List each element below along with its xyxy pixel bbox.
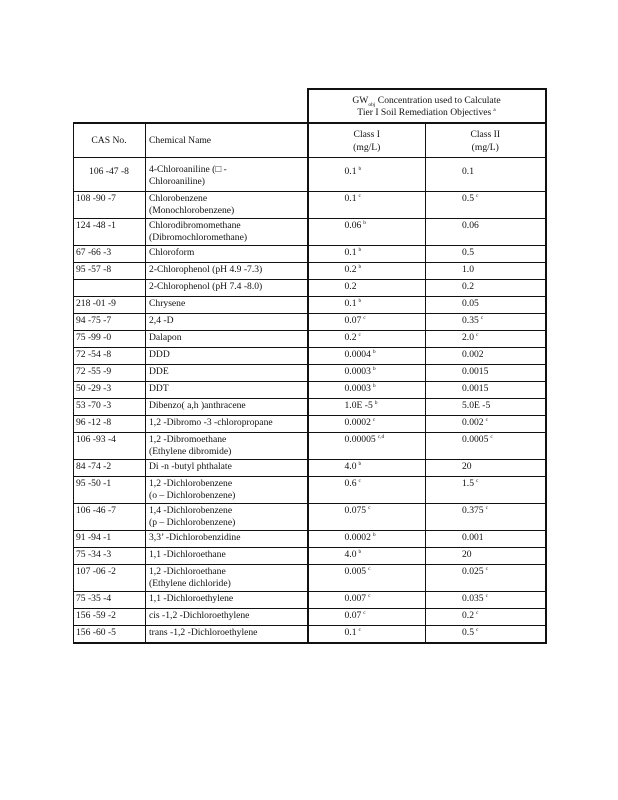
class1-value-cell: [308, 382, 426, 399]
class1-value-cell-value: 0.2: [344, 281, 357, 292]
class1-value-cell-value: 0.06: [344, 220, 362, 231]
gw-header-line1: Concentration used to Calculate: [377, 95, 501, 106]
class2-value-cell: [426, 192, 546, 219]
gw-header-footnote: a: [493, 106, 496, 113]
chemical-name: [146, 592, 308, 609]
chemical-name-line1: trans -1,2 -Dichloroethylene: [149, 627, 258, 638]
table-row: [74, 416, 546, 433]
footnote-marker: c: [485, 565, 489, 572]
class1-value-cell-value: 4.0: [344, 461, 357, 472]
footnote-marker: c: [490, 433, 493, 440]
cas-number: 107 -06 -2: [74, 565, 146, 592]
table-row: [74, 382, 546, 399]
footnote-marker: c: [363, 609, 366, 616]
chemical-name-line1: Chlorobenzene: [149, 193, 208, 204]
class2-column-header: [426, 123, 546, 158]
cas-number: 95 -50 -1: [74, 477, 146, 504]
chemical-name: [146, 192, 308, 219]
class2-value-cell-value: 0.2: [462, 281, 474, 292]
footnote-marker: c: [485, 416, 489, 423]
footnote-marker: c: [368, 504, 371, 511]
footnote-marker: c: [480, 314, 484, 321]
class2-value-cell-value: 20: [462, 549, 472, 560]
class2-value-cell: [426, 365, 546, 382]
footnote-marker: b: [372, 365, 376, 372]
chemical-name-line1: cis -1,2 -Dichloroethylene: [149, 610, 250, 621]
chemical-name: [146, 219, 308, 246]
class1-value-cell: [308, 531, 426, 548]
footnote-marker: c: [358, 477, 361, 484]
class2-value-cell: [426, 348, 546, 365]
chemical-name-line1: 2-Chlorophenol (pH 7.4 -8.0): [149, 281, 263, 292]
class1-value-cell-value: 0.1: [344, 298, 357, 309]
footnote-marker: b: [358, 297, 362, 304]
class2-value-cell-value: 1.0: [462, 264, 474, 275]
cas-number: 108 -90 -7: [74, 192, 146, 219]
chemical-name: [146, 531, 308, 548]
class2-value-cell-value: 2.0: [462, 332, 474, 343]
class1-value-cell: [308, 219, 426, 246]
class2-value-cell: [426, 592, 546, 609]
class1-value-cell-value: 1.0E -5: [344, 400, 373, 411]
footnote-marker: b: [358, 165, 362, 172]
class1-value-cell: [308, 314, 426, 331]
chemical-name: [146, 382, 308, 399]
footnote-marker: b: [358, 460, 362, 467]
table-row: [74, 399, 546, 416]
chemical-name: [146, 565, 308, 592]
class2-value-cell: [426, 416, 546, 433]
chemical-name-line2: (o – Dichlorobenzene): [149, 490, 236, 501]
cas-number: 106 -93 -4: [74, 433, 146, 460]
footnote-marker: c: [358, 192, 361, 199]
chemical-name: [146, 331, 308, 348]
table-row: [74, 348, 546, 365]
class1-value-cell-value: 0.07: [344, 315, 362, 326]
chemical-name-line1: DDT: [149, 383, 169, 394]
cas-number: 106 -46 -7: [74, 504, 146, 531]
footnote-marker: b: [358, 548, 362, 555]
cas-number: 96 -12 -8: [74, 416, 146, 433]
chemical-name: [146, 504, 308, 531]
class2-value-cell: [426, 565, 546, 592]
cas-number: 124 -48 -1: [74, 219, 146, 246]
class2-value-cell: [426, 158, 546, 192]
class2-value-cell-value: 0.001: [462, 532, 484, 543]
chemical-name-line1: Chlorodibromomethane: [149, 220, 241, 231]
gw-prefix: GW: [352, 95, 369, 106]
table-row: [74, 280, 546, 297]
chemical-name: [146, 158, 308, 192]
class2-value-cell-value: 0.002: [462, 349, 484, 360]
chemical-name: [146, 348, 308, 365]
class2-value-cell-value: 0.2: [462, 610, 474, 621]
class1-value-cell-value: 0.07: [344, 610, 362, 621]
class2-value-cell-value: 0.035: [462, 593, 484, 604]
class1-unit: (mg/L): [353, 142, 381, 153]
table-row: [74, 565, 546, 592]
class1-value-cell: [308, 158, 426, 192]
cas-number: 91 -94 -1: [74, 531, 146, 548]
class2-value-cell-value: 0.1: [462, 166, 474, 177]
class2-value-cell: [426, 477, 546, 504]
cas-column-header: CAS No.: [74, 123, 146, 158]
class1-value-cell-value: 0.1: [344, 247, 357, 258]
class2-value-cell-value: 1.5: [462, 478, 474, 489]
class1-value-cell-value: 0.2: [344, 264, 357, 275]
class1-value-cell: [308, 565, 426, 592]
chemical-name-line1: 4-Chloroaniline (□ -: [149, 164, 227, 175]
footnote-marker: c: [358, 626, 361, 633]
chemical-column-header: Chemical Name: [146, 123, 308, 158]
footnote-marker: c: [368, 592, 371, 599]
chemical-name-line1: DDE: [149, 366, 169, 377]
class2-value-cell: [426, 399, 546, 416]
chemical-name-line1: 2-Chlorophenol (pH 4.9 -7.3): [149, 264, 263, 275]
class1-value-cell-value: 0.1: [344, 627, 357, 638]
footnote-marker: b: [374, 399, 378, 406]
class2-value-cell: [426, 263, 546, 280]
gw-objective-header: [308, 89, 546, 123]
class1-value-cell: [308, 297, 426, 314]
chemical-name: [146, 416, 308, 433]
footnote-marker: c: [372, 416, 376, 423]
class1-value-cell-value: 0.6: [344, 478, 357, 489]
footnote-marker: c,d: [377, 433, 385, 440]
table-row: [74, 531, 546, 548]
chemical-name-line1: 1,1 -Dichloroethane: [149, 549, 226, 560]
footnote-marker: c: [485, 504, 489, 511]
table-row: [74, 460, 546, 477]
chemical-name-line1: 1,1 -Dichloroethylene: [149, 593, 234, 604]
table-row: [74, 477, 546, 504]
gw-header-row: [74, 89, 546, 123]
chemical-name: [146, 460, 308, 477]
table-row: [74, 192, 546, 219]
footnote-marker: c: [476, 477, 479, 484]
table-row: [74, 626, 546, 644]
footnote-marker: c: [485, 592, 489, 599]
class2-value-cell-value: 0.05: [462, 298, 479, 309]
cas-number: 72 -54 -8: [74, 348, 146, 365]
table-row: [74, 219, 546, 246]
class1-value-cell: [308, 331, 426, 348]
class2-value-cell: [426, 433, 546, 460]
chemical-name: [146, 399, 308, 416]
chemical-name-line1: 1,2 -Dibromoethane: [149, 434, 227, 445]
class1-value-cell-value: 0.007: [344, 593, 367, 604]
class2-value-cell: [426, 314, 546, 331]
class1-value-cell-value: 0.0002: [344, 532, 371, 543]
table-row: [74, 331, 546, 348]
table-row: [74, 433, 546, 460]
chemical-name-line2: (Ethylene dibromide): [149, 446, 232, 457]
footnote-marker: c: [476, 609, 479, 616]
class1-value-cell-value: 0.00005: [344, 434, 376, 445]
class2-value-cell: [426, 280, 546, 297]
chemical-name: [146, 263, 308, 280]
class1-value-cell: [308, 365, 426, 382]
class2-label: Class II: [470, 129, 501, 140]
chemical-name: [146, 609, 308, 626]
class1-value-cell-value: 0.005: [344, 566, 367, 577]
class2-value-cell-value: 0.0015: [462, 383, 489, 394]
class1-value-cell-value: 0.075: [344, 505, 367, 516]
chemical-name: [146, 280, 308, 297]
footnote-marker: b: [363, 219, 367, 226]
chemical-name-line1: Chloroform: [149, 247, 195, 258]
class1-value-cell: [308, 348, 426, 365]
class2-value-cell-value: 0.5: [462, 627, 474, 638]
class2-value-cell-value: 0.0005: [462, 434, 489, 445]
remediation-table-wrapper: [73, 88, 545, 644]
chemical-name: [146, 548, 308, 565]
footnote-marker: c: [476, 626, 479, 633]
class1-value-cell: [308, 477, 426, 504]
class2-value-cell: [426, 460, 546, 477]
chemical-name: [146, 477, 308, 504]
chemical-name-line1: Di -n -butyl phthalate: [149, 461, 232, 472]
class2-value-cell: [426, 382, 546, 399]
table-row: [74, 158, 546, 192]
class1-column-header: [308, 123, 426, 158]
table-row: [74, 609, 546, 626]
class2-value-cell-value: 0.375: [462, 505, 484, 516]
class1-value-cell: [308, 548, 426, 565]
class2-value-cell-value: 0.0015: [462, 366, 489, 377]
chemical-name: [146, 297, 308, 314]
cas-number: 72 -55 -9: [74, 365, 146, 382]
footnote-marker: b: [358, 246, 362, 253]
column-header-row: [74, 123, 546, 158]
chemical-name-line2: (Monochlorobenzene): [149, 205, 235, 216]
footnote-marker: c: [476, 192, 479, 199]
class1-value-cell-value: 0.1: [344, 166, 357, 177]
chemical-name: [146, 314, 308, 331]
table-row: [74, 365, 546, 382]
class2-value-cell: [426, 297, 546, 314]
chemical-name-line1: 1,2 -Dibromo -3 -chloropropane: [149, 417, 273, 428]
chemical-name: [146, 433, 308, 460]
cas-number: 84 -74 -2: [74, 460, 146, 477]
class2-value-cell-value: 5.0E -5: [462, 400, 491, 411]
class1-value-cell: [308, 433, 426, 460]
class1-value-cell: [308, 263, 426, 280]
class1-value-cell: [308, 504, 426, 531]
chemical-name-line1: 2,4 -D: [149, 315, 174, 326]
table-row: [74, 592, 546, 609]
cas-number: 106 -47 -8: [74, 158, 146, 192]
chemical-name-line1: Dibenzo( a,h )anthracene: [149, 400, 246, 411]
class1-value-cell: [308, 460, 426, 477]
class1-value-cell: [308, 416, 426, 433]
table-row: [74, 263, 546, 280]
cas-number: [74, 280, 146, 297]
class1-value-cell-value: 0.0002: [344, 417, 371, 428]
cas-number: 75 -99 -0: [74, 331, 146, 348]
class1-value-cell: [308, 609, 426, 626]
class1-value-cell: [308, 626, 426, 644]
footnote-marker: b: [358, 263, 362, 270]
class2-value-cell-value: 20: [462, 461, 472, 472]
class1-value-cell-value: 0.0003: [344, 383, 371, 394]
cas-number: 75 -34 -3: [74, 548, 146, 565]
cas-number: 218 -01 -9: [74, 297, 146, 314]
class1-value-cell: [308, 192, 426, 219]
chemical-name-line1: 3,3’ -Dichlorobenzidine: [149, 532, 241, 543]
chemical-name: [146, 365, 308, 382]
footnote-marker: b: [372, 348, 376, 355]
table-row: [74, 314, 546, 331]
footnote-marker: b: [372, 382, 376, 389]
class1-value-cell: [308, 592, 426, 609]
footnote-marker: c: [358, 331, 361, 338]
table-row: [74, 246, 546, 263]
class1-label: Class I: [353, 129, 380, 140]
cas-number: 94 -75 -7: [74, 314, 146, 331]
chemical-name: [146, 246, 308, 263]
chemical-name-line1: Chrysene: [149, 298, 186, 309]
table-row: [74, 297, 546, 314]
class2-value-cell: [426, 531, 546, 548]
class1-value-cell-value: 0.0004: [344, 349, 371, 360]
class2-value-cell: [426, 626, 546, 644]
chemical-name-line2: (Dibromochloromethane): [149, 232, 248, 243]
chemical-name: [146, 626, 308, 644]
cas-number: 53 -70 -3: [74, 399, 146, 416]
chemical-name-line1: DDD: [149, 349, 170, 360]
chemical-name-line1: 1,2 -Dichloroethane: [149, 566, 226, 577]
class1-value-cell: [308, 399, 426, 416]
class2-value-cell-value: 0.06: [462, 220, 479, 231]
gw-header-line2: Tier I Soil Remediation Objectives: [357, 107, 492, 118]
class2-value-cell-value: 0.002: [462, 417, 484, 428]
cas-number: 67 -66 -3: [74, 246, 146, 263]
table-row: [74, 504, 546, 531]
class2-value-cell: [426, 504, 546, 531]
table-row: [74, 548, 546, 565]
cas-number: 75 -35 -4: [74, 592, 146, 609]
class1-value-cell-value: 0.2: [344, 332, 357, 343]
class2-value-cell: [426, 219, 546, 246]
footnote-marker: c: [363, 314, 366, 321]
chemical-name-line2: Chloroaniline): [149, 176, 205, 187]
class2-value-cell-value: 0.35: [462, 315, 479, 326]
chemical-name-line1: 1,4 -Dichlorobenzene: [149, 505, 233, 516]
chemical-name-line1: Dalapon: [149, 332, 182, 343]
class2-value-cell-value: 0.025: [462, 566, 484, 577]
footnote-marker: b: [372, 531, 376, 538]
gw-subscript: obj: [368, 101, 376, 108]
class2-value-cell: [426, 548, 546, 565]
cas-number: 156 -60 -5: [74, 626, 146, 644]
chemical-name-line2: (p – Dichlorobenzene): [149, 517, 236, 528]
class2-unit: (mg/L): [471, 142, 499, 153]
class1-value-cell: [308, 246, 426, 263]
footnote-marker: c: [476, 331, 479, 338]
class1-value-cell-value: 0.0003: [344, 366, 371, 377]
class1-value-cell-value: 4.0: [344, 549, 357, 560]
class2-value-cell: [426, 331, 546, 348]
class2-value-cell-value: 0.5: [462, 247, 474, 258]
cas-number: 95 -57 -8: [74, 263, 146, 280]
class1-value-cell-value: 0.1: [344, 193, 357, 204]
class2-value-cell-value: 0.5: [462, 193, 474, 204]
blank-corner: [74, 89, 308, 123]
cas-number: 50 -29 -3: [74, 382, 146, 399]
remediation-table: [73, 88, 547, 644]
class2-value-cell: [426, 246, 546, 263]
class1-value-cell: [308, 280, 426, 297]
chemical-name-line2: (Ethylene dichloride): [149, 578, 231, 589]
footnote-marker: c: [368, 565, 371, 572]
chemical-name-line1: 1,2 -Dichlorobenzene: [149, 478, 233, 489]
class2-value-cell: [426, 609, 546, 626]
cas-number: 156 -59 -2: [74, 609, 146, 626]
